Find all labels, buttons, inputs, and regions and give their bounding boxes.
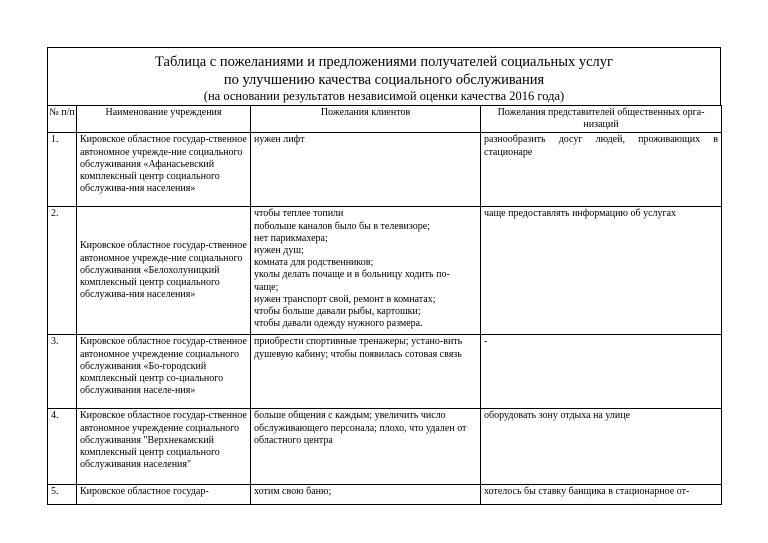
row-num: 4. xyxy=(48,409,77,485)
header-public: Пожелания представителей общественных орга-низаций xyxy=(481,106,722,133)
row-clients: больше общения с каждым; увеличить число обслуживающего персонала; плохо, что удален от областного центра xyxy=(251,409,481,485)
row-num: 1. xyxy=(48,133,77,207)
table-header-row xyxy=(48,106,722,133)
row-institution: Кировское областное государ-ственное автономное учрежде-ние социального обслуживания «Белохолуницкий комплексный центр социального обслужива-ния населения» xyxy=(77,207,251,335)
table-title xyxy=(47,47,721,105)
row-num: 3. xyxy=(48,335,77,409)
row-public: чаще предоставлять информацию об услугах xyxy=(481,207,722,335)
row-public: оборудовать зону отдыха на улице xyxy=(481,409,722,485)
row-institution: Кировское областное государ-ственное автономное учреждение социального обслуживания «Бо-городский комплексный центр со-циального обслуживания населе-ния» xyxy=(77,335,251,409)
client-wish: побольше каналов было бы в телевизоре; xyxy=(254,220,430,232)
row-clients: приобрести спортивные тренажеры; устано-вить душевую кабину; чтобы появилась сотовая связь xyxy=(251,335,481,409)
row-num: 2. xyxy=(48,207,77,335)
table-row xyxy=(48,335,722,409)
client-wish: чтобы больше давали рыбы, картошки; xyxy=(254,306,421,318)
header-num: № п/п xyxy=(48,106,77,133)
table-row xyxy=(48,485,722,505)
table-row xyxy=(48,207,722,335)
wishes-table xyxy=(47,105,722,505)
row-clients: хотим свою баню; xyxy=(251,485,481,505)
row-num: 5. xyxy=(48,485,77,505)
client-wish: чаще; xyxy=(254,281,279,293)
row-public: разнообразить досуг людей, проживающих в стационаре xyxy=(481,133,722,207)
client-wish: уколы делать почаще и в больницу ходить по- xyxy=(254,269,450,281)
client-wish: комната для родственников; xyxy=(254,257,374,269)
row-institution: Кировское областное государ- xyxy=(77,485,251,505)
client-wish: нужен транспорт свой, ремонт в комнатах; xyxy=(254,293,436,305)
title-line-2: по улучшению качества социального обслуживания xyxy=(223,72,545,88)
header-institution: Наименование учреждения xyxy=(77,106,251,133)
table-row xyxy=(48,409,722,485)
row-institution: Кировское областное государ-ственное автономное учрежде-ние социального обслуживания «Афанасьевский комплексный центр социального обслужива-ния населения» xyxy=(77,133,251,207)
client-wish: нужен душ; xyxy=(254,245,304,257)
row-clients xyxy=(251,207,481,335)
row-public: хотелось бы ставку банщика в стационарное от- xyxy=(481,485,722,505)
table-row xyxy=(48,133,722,207)
row-institution: Кировское областное государ-ственное автономное учреждение социального обслуживания "Верхнекамский комплексный центр социального обслуживания населения" xyxy=(77,409,251,485)
client-wish: чтобы теплее топили xyxy=(254,208,344,220)
client-wish: нет парикмахера; xyxy=(254,232,328,244)
client-wish: чтобы давали одежду нужного размера. xyxy=(254,318,423,330)
header-clients: Пожелания клиентов xyxy=(251,106,481,133)
row-clients: нужен лифт xyxy=(251,133,481,207)
row-public: - xyxy=(481,335,722,409)
title-line-1: Таблица с пожеланиями и предложениями получателей социальных услуг xyxy=(155,54,613,70)
title-line-3: (на основании результатов независимой оценки качества 2016 года) xyxy=(203,89,565,103)
